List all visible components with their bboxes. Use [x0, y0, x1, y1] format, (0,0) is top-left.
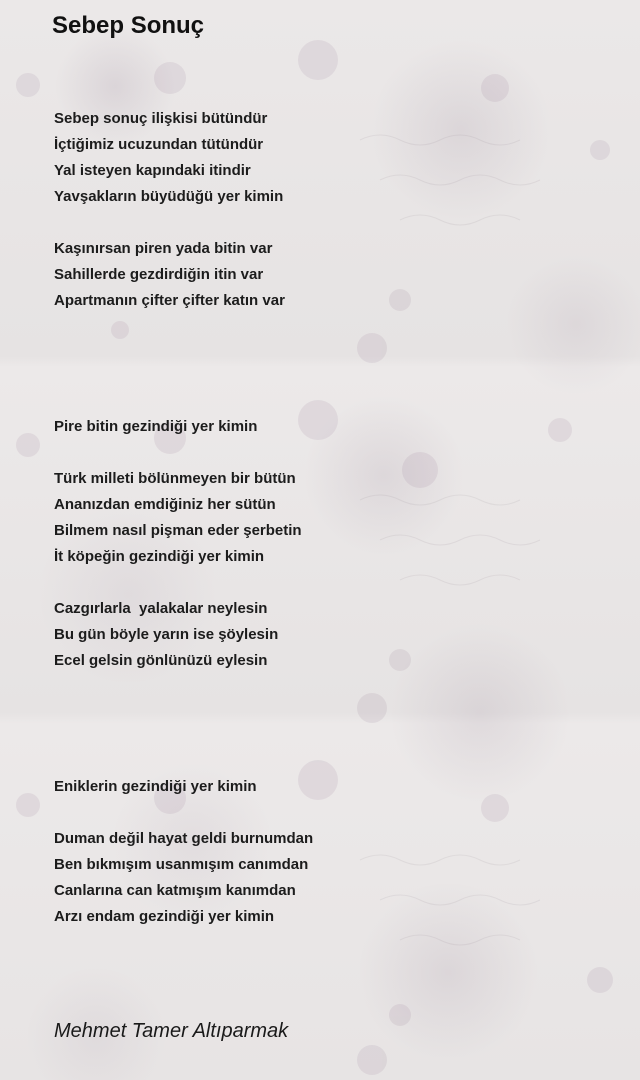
- poem-line: İçtiğimiz ucuzundan tütündür: [54, 136, 264, 153]
- poem-line: Yal isteyen kapındaki itindir: [54, 162, 251, 179]
- poem-line: Sebep sonuç ilişkisi bütündür: [54, 110, 268, 127]
- stanza-break: [54, 800, 614, 826]
- poem-line: Pire bitin gezindiği yer kimin: [54, 418, 258, 435]
- poem-title: Sebep Sonuç: [52, 12, 205, 39]
- stanza-break: [54, 314, 614, 414]
- poem-line: Bu gün böyle yarın ise şöylesin: [54, 626, 279, 643]
- poem-line: Türk milleti bölünmeyen bir bütün: [54, 470, 296, 487]
- poem-line: Apartmanın çifter çifter katın var: [54, 292, 285, 309]
- poem-line: Ecel gelsin gönlünüzü eylesin: [54, 652, 268, 669]
- stanza-break: [54, 440, 614, 466]
- poem-line: Sahillerde gezdirdiğin itin var: [54, 266, 264, 283]
- poem-line: İt köpeğin gezindiği yer kimin: [54, 548, 265, 565]
- poem-line: Bilmem nasıl pişman eder şerbetin: [54, 522, 302, 539]
- stanza-break: [54, 674, 614, 774]
- poem-body: [54, 106, 614, 930]
- stanza-break: [54, 210, 614, 236]
- poem-line: Arzı endam gezindiği yer kimin: [54, 908, 275, 925]
- poem-line: Ben bıkmışım usanmışım canımdan: [54, 856, 309, 873]
- poem-line: Canlarına can katmışım kanımdan: [54, 882, 296, 899]
- poem-line: Cazgırlarla yalakalar neylesin: [54, 600, 268, 617]
- poem-line: Duman değil hayat geldi burnumdan: [54, 830, 314, 847]
- poem-line: Ananızdan emdiğiniz her sütün: [54, 496, 276, 513]
- poem-line: Yavşakların büyüdüğü yer kimin: [54, 188, 284, 205]
- stanza-break: [54, 570, 614, 596]
- poem-line: Eniklerin gezindiği yer kimin: [54, 778, 257, 795]
- poem-author: Mehmet Tamer Altıparmak: [54, 1020, 289, 1042]
- poem-line: Kaşınırsan piren yada bitin var: [54, 240, 273, 257]
